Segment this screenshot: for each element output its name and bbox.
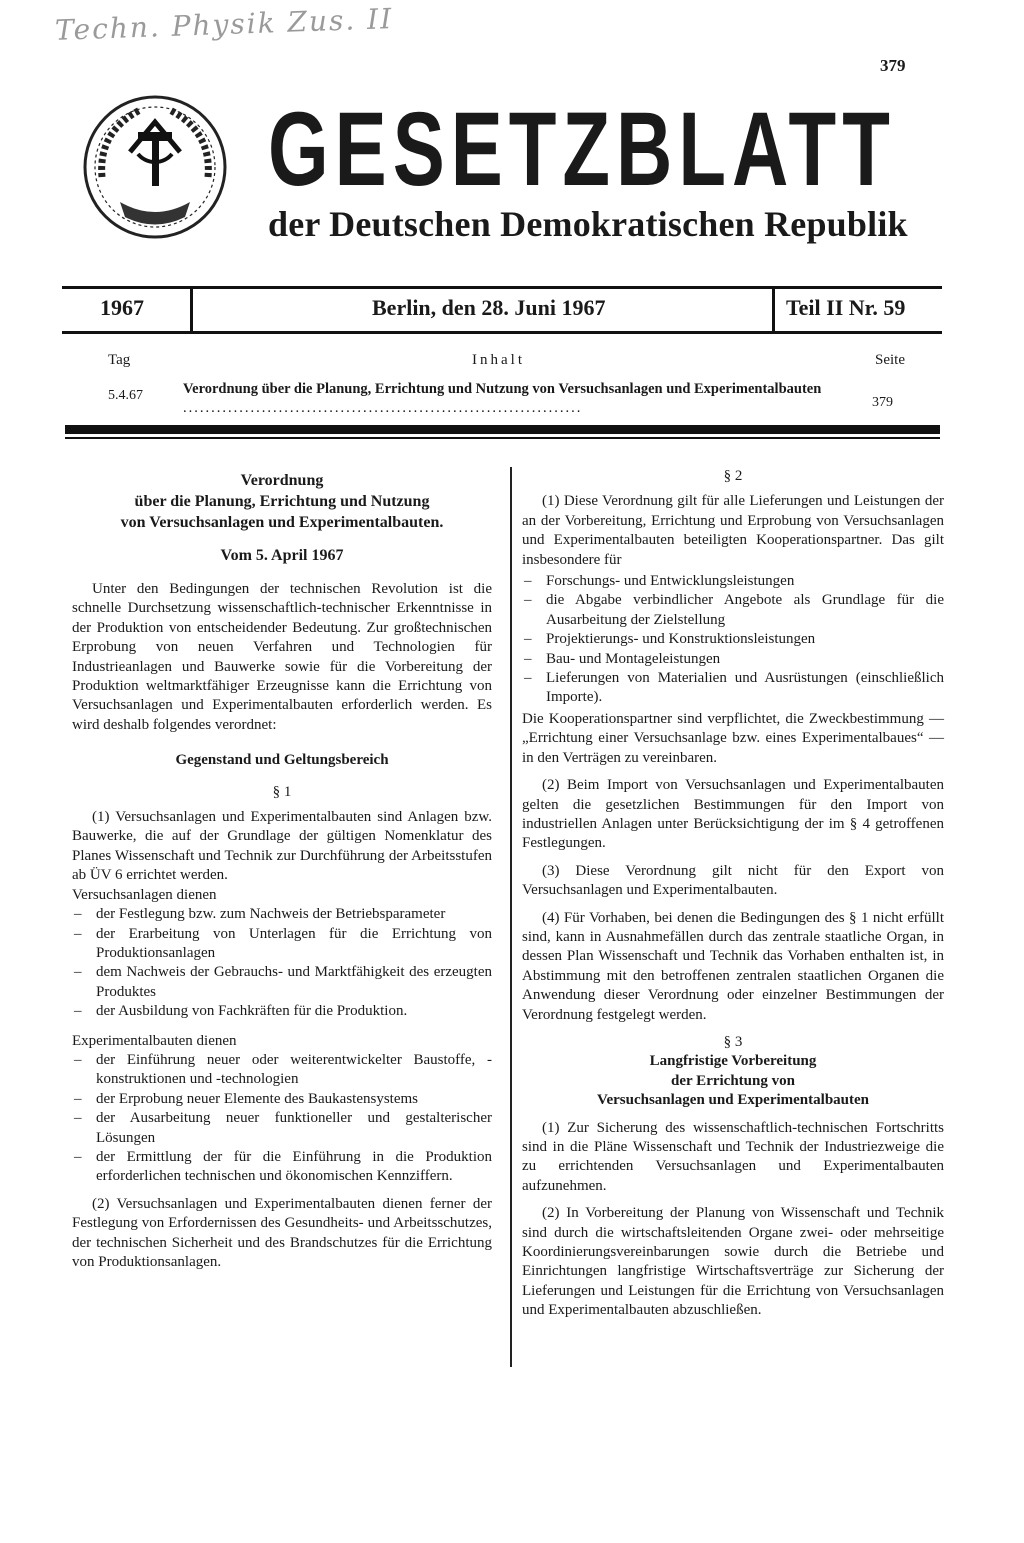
s1-paragraph-2: (2) Versuchsanlagen und Experimentalbauten dienen ferner der Festlegung von Erfordernissen des Gesundheits- und Arbeitsschutzes, der technischen Sicherheit und des Brandschutzes für die Errichtung von Produktionsanlagen. xyxy=(72,1195,492,1270)
page-number: 379 xyxy=(880,56,906,75)
s3-heading-line3: Versuchsanlagen und Experimentalbauten xyxy=(597,1092,869,1109)
contents-entry-date: 5.4.67 xyxy=(108,388,143,403)
list-item: – Lieferungen von Materialien und Ausrüstungen (einschließlich Importe). xyxy=(522,669,944,708)
list-item: – der Ausarbeitung neuer funktioneller und gestalterischer Lösungen xyxy=(72,1109,492,1148)
masthead-title: GESETZBLATT xyxy=(268,89,896,209)
contents-entry[interactable] xyxy=(183,380,843,418)
s3-heading-line1: Langfristige Vorbereitung xyxy=(649,1053,817,1070)
s1-paragraph-1: (1) Versuchsanlagen und Experimentalbauten sind Anlagen bzw. Bauwerke, die auf der Grundlage der gültigen Nomenklatur des Planes Wissenschaft und Technik zur Durchführung der Arbeitsstufen ab ÜV 6 errichtet werden. xyxy=(72,809,492,884)
leader-dots: ....................................................................... xyxy=(183,400,583,416)
contents-heading: Inhalt xyxy=(472,352,525,368)
va-list xyxy=(72,905,492,1021)
list-item: – Bau- und Montageleistungen xyxy=(522,650,944,669)
s2-paragraph-3: (3) Diese Verordnung gilt nicht für den Export von Versuchsanlagen und Experimentalbauten. xyxy=(522,862,944,899)
s2-paragraph-1: (1) Diese Verordnung gilt für alle Lieferungen und Leistungen der an der Vorbereitung, Errichtung und Erprobung von Versuchsanlagen und Experimentalbauten beteiligten Kooperationspartner. Das gilt insbesondere für xyxy=(522,493,944,568)
s3-paragraph-2: (2) In Vorbereitung der Planung von Wissenschaft und Technik sind durch die wirtschaftsleitenden Organe zwei- oder mehrseitige Koordinierungsvereinbarungen sowie durch die Betriebe und Einrichtungen langfristige Wirtschaftsverträge zur Sicherung der Lieferungen und Leistungen für die Errichtung von Versuchsanlagen und Experimentalbauten abzuschließen. xyxy=(522,1205,944,1319)
eb-intro: Experimentalbauten dienen xyxy=(72,1032,237,1049)
ordinance-title-line3: von Versuchsanlagen und Experimentalbauten. xyxy=(120,514,444,531)
ordinance-date: Vom 5. April 1967 xyxy=(220,547,344,564)
left-column xyxy=(72,470,492,1272)
issue-bar xyxy=(62,286,942,334)
list-item: – der Einführung neuer oder weiterentwickelter Baustoffe, -konstruktionen und -technologien xyxy=(72,1051,492,1090)
ordinance-title-line1: Verordnung xyxy=(240,472,324,489)
contents-entry-title: Verordnung über die Planung, Errichtung und Nutzung von Versuchsanlagen und Experimentalbauten xyxy=(183,381,822,397)
s3-paragraph-1: (1) Zur Sicherung des wissenschaftlich-technischen Fortschritts sind in die Pläne Wissenschaft und Technik der Industriezweige die zu errichtenden Versuchsanlagen und Experimentalbauten aufzunehmen. xyxy=(522,1119,944,1194)
list-item: – Forschungs- und Entwicklungsleistungen xyxy=(522,572,944,591)
contents-day-label: Tag xyxy=(108,352,131,368)
contents-entry-page: 379 xyxy=(872,395,893,410)
column-divider xyxy=(510,467,512,1367)
list-item: – der Ausbildung von Fachkräften für die Produktion. xyxy=(72,1002,492,1021)
s3-heading-line2: der Errichtung von xyxy=(671,1072,795,1089)
list-item: – der Festlegung bzw. zum Nachweis der Betriebsparameter xyxy=(72,905,492,924)
ordinance-title-line2: über die Planung, Errichtung und Nutzung xyxy=(134,493,430,510)
preamble: Unter den Bedingungen der technischen Revolution ist die schnelle Durchsetzung wissenschaftlich-technischer Erkenntnisse in der Produktion von entscheidender Bedeutung. Zur großtechnischen Erprobung von neuen Verfahren und Technologien für Industrieanlagen und Bauwerke sowie für die Vorbereitung der Produktion weltmarktfähiger Erzeugnisse kann die Errichtung von Versuchsanlagen und Experimentalbauten erforderlich werden. Es wird deshalb folgendes verordnet: xyxy=(72,581,492,733)
s2-paragraph-4: (4) Für Vorhaben, bei denen die Bedingungen des § 1 nicht erfüllt sind, kann in Ausnahmefällen durch das zentrale staatliche Organ, in dessen Plan Wissenschaft und Technik das Vorhaben enthalten ist, in Abstimmung mit den betroffenen zentralen staatlichen Organen die Anwendung dieser Verordnung oder einzelner Bestimmungen der Verordnung festgelegt werden. xyxy=(522,909,944,1023)
issue-year: 1967 xyxy=(100,295,144,320)
list-item: – die Abgabe verbindlicher Angebote als Grundlage für die Ausarbeitung der Zielstellung xyxy=(522,591,944,630)
paragraph-mark-2: § 2 xyxy=(723,468,743,484)
s2-list xyxy=(522,572,944,708)
masthead-subtitle: der Deutschen Demokratischen Republik xyxy=(268,204,908,244)
list-item: – der Ermittlung der für die Einführung in die Produktion erforderlichen technischen und ökonomischen Kennziffern. xyxy=(72,1148,492,1187)
paragraph-mark-3: § 3 xyxy=(723,1033,743,1050)
list-item: – der Erarbeitung von Unterlagen für die Errichtung von Produktionsanlagen xyxy=(72,925,492,964)
state-emblem-icon xyxy=(80,92,230,242)
section-heading: Gegenstand und Geltungsbereich xyxy=(175,752,389,769)
list-item: – dem Nachweis der Gebrauchs- und Marktfähigkeit des erzeugten Produktes xyxy=(72,963,492,1002)
issue-place-date: Berlin, den 28. Juni 1967 xyxy=(372,295,606,320)
divider xyxy=(65,425,940,434)
handwritten-note: Techn. Physik Zus. II xyxy=(54,2,394,47)
paragraph-mark-1: § 1 xyxy=(272,783,292,800)
list-item: – der Erprobung neuer Elemente des Baukastensystems xyxy=(72,1090,492,1109)
s2-paragraph-2: (2) Beim Import von Versuchsanlagen und Experimentalbauten gelten die gesetzlichen Bestimmungen für den Import von industriellen Anlagen unter Berücksichtigung der im § 4 getroffenen Festlegungen. xyxy=(522,777,944,852)
right-column xyxy=(522,467,944,1321)
eb-list xyxy=(72,1051,492,1187)
list-item: – Projektierungs- und Konstruktionsleistungen xyxy=(522,630,944,649)
issue-part: Teil II Nr. 59 xyxy=(786,295,906,320)
contents-page-label: Seite xyxy=(875,352,905,368)
cooperation-clause: Die Kooperationspartner sind verpflichtet, die Zweckbestimmung — „Errichtung einer Versuchsanlage bzw. eines Experimentalbaues“ — in den Verträgen zu vereinbaren. xyxy=(522,710,944,766)
va-intro: Versuchsanlagen dienen xyxy=(72,886,217,903)
divider xyxy=(65,437,940,439)
